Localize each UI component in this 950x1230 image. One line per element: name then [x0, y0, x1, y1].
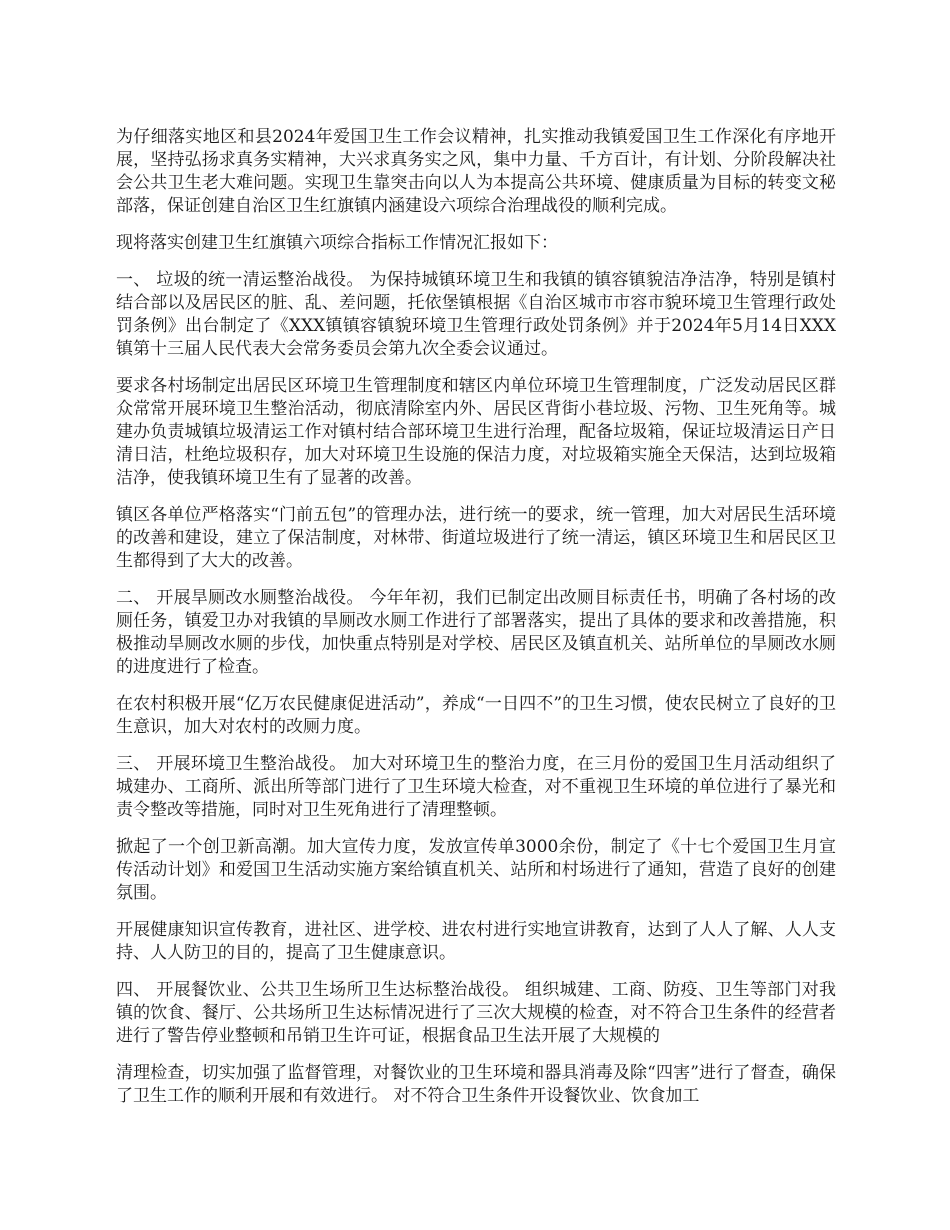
section-four-continued-paragraph: 清理检查，切实加强了监督管理，对餐饮业的卫生环境和器具消毒及除“四害”进行了督查，确保了卫生工作的顺利开展和有效进行。 对不符合卫生条件开设餐饮业、饮食加工 [116, 1063, 836, 1106]
section-two-paragraph: 二、 开展旱厕改水厕整治战役。 今年年初，我们已制定出改厕目标责任书，明确了各村场的改厕任务，镇爱卫办对我镇的旱厕改水厕工作进行了部署落实，提出了具体的要求和改善措施，积极推动旱厕改水厕的步伐，加快重点特别是对学校、居民区及镇直机关、站所单位的旱厕改水厕的进度进行了检查。 [116, 588, 836, 677]
section-one-detail-paragraph: 要求各村场制定出居民区环境卫生管理制度和辖区内单位环境卫生管理制度，广泛发动居民区群众常常开展环境卫生整治活动，彻底清除室内外、居民区背街小巷垃圾、污物、卫生死角等。城建办负责城镇垃圾清运工作对镇村结合部环境卫生进行治理，配备垃圾箱，保证垃圾清运日产日清日洁，杜绝垃圾积存，加大对环境卫生设施的保洁力度，对垃圾箱实施全天保洁，达到垃圾箱洁净，使我镇环境卫生有了显著的改善。 [116, 376, 836, 488]
section-four-paragraph: 四、 开展餐饮业、公共卫生场所卫生达标整治战役。 组织城建、工商、防疫、卫生等部门对我镇的饮食、餐厅、公共场所卫生达标情况进行了三次大规模的检查，对不符合卫生条件的经营者进行了警告停业整顿和吊销卫生许可证，根据食品卫生法开展了大规模的 [116, 980, 836, 1046]
section-one-units-paragraph: 镇区各单位严格落实“门前五包”的管理办法，进行统一的要求，统一管理，加大对居民生活环境的改善和建设，建立了保洁制度，对林带、街道垃圾进行了统一清运，镇区环境卫生和居民区卫生都得到了大大的改善。 [116, 505, 836, 571]
section-three-education-paragraph: 开展健康知识宣传教育，进社区、进学校、进农村进行实地宣讲教育，达到了人人了解、人人支持、人人防卫的目的，提高了卫生健康意识。 [116, 920, 836, 963]
section-three-publicity-paragraph: 掀起了一个创卫新高潮。加大宣传力度，发放宣传单3000余份，制定了《十七个爱国卫生月宣传活动计划》和爱国卫生活动实施方案给镇直机关、站所和村场进行了通知，营造了良好的创建氛围。 [116, 837, 836, 903]
section-two-rural-paragraph: 在农村积极开展“亿万农民健康促进活动”，养成“一日四不”的卫生习惯，使农民树立了良好的卫生意识，加大对农村的改厕力度。 [116, 694, 836, 737]
intro-paragraph: 为仔细落实地区和县2024年爱国卫生工作会议精神，扎实推动我镇爱国卫生工作深化有序地开展，坚持弘扬求真务实精神，大兴求真务实之风，集中力量、千方百计，有计划、分阶段解决社会公共卫生老大难问题。实现卫生靠突击向以人为本提高公共环境、健康质量为目标的转变文秘部落，保证创建自治区卫生红旗镇内涵建设六项综合治理战役的顺利完成。 [116, 127, 836, 216]
section-one-paragraph: 一、 垃圾的统一清运整治战役。 为保持城镇环境卫生和我镇的镇容镇貌洁净洁净，特别是镇村结合部以及居民区的脏、乱、差问题，托依堡镇根据《自治区城市市容市貌环境卫生管理行政处罚条例》出台制定了《XXX镇镇容镇貌环境卫生管理行政处罚条例》并于2024年5月14日XXX镇第十三届人民代表大会常务委员会第九次全委会议通过。 [116, 270, 836, 359]
section-three-paragraph: 三、 开展环境卫生整治战役。 加大对环境卫生的整治力度，在三月份的爱国卫生月活动组织了城建办、工商所、派出所等部门进行了卫生环境大检查，对不重视卫生环境的单位进行了暴光和责令整改等措施，同时对卫生死角进行了清理整顿。 [116, 754, 836, 820]
report-lead-paragraph: 现将落实创建卫生红旗镇六项综合指标工作情况汇报如下： [116, 233, 558, 253]
document-page [116, 126, 836, 1122]
